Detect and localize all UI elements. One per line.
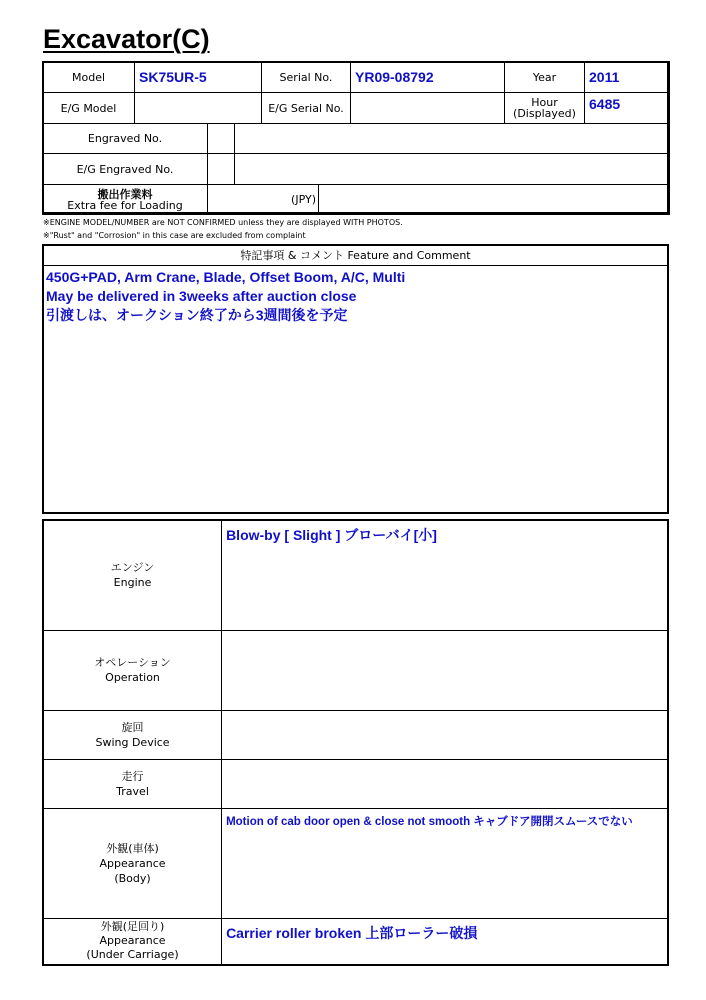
feature-comment-lines bbox=[44, 266, 667, 327]
appearance-under-label-en2: (Under Carriage) bbox=[86, 948, 179, 962]
model-label: Model bbox=[43, 62, 135, 93]
feature-comment-header: 特記事項 & コメント Feature and Comment bbox=[44, 246, 667, 266]
feature-line: 450G+PAD, Arm Crane, Blade, Offset Boom, A/C, Multi bbox=[46, 269, 406, 285]
hour-label-line1: Hour bbox=[531, 96, 558, 109]
hour-label-line2: (Displayed) bbox=[513, 107, 576, 120]
engraved-label: Engraved No. bbox=[43, 124, 208, 154]
eg-model-label: E/G Model bbox=[43, 93, 135, 124]
appearance-body-value: Motion of cab door open & close not smooth キャブドア開閉スムースでない bbox=[222, 808, 668, 918]
eg-model-value bbox=[135, 93, 262, 124]
hour-label bbox=[505, 93, 585, 124]
engine-label-en: Engine bbox=[113, 576, 152, 590]
extra-fee-label-jp: 搬出作業料 bbox=[97, 187, 153, 201]
appearance-under-label-jp: 外観(足回り) bbox=[100, 920, 165, 934]
extra-fee-currency: (JPY) bbox=[208, 185, 319, 215]
engine-note: ※ENGINE MODEL/NUMBER are NOT CONFIRMED unless they are displayed WITH PHOTOS. bbox=[43, 218, 403, 227]
extra-fee-label-en: Extra fee for Loading bbox=[67, 198, 183, 212]
appearance-body-label-jp: 外観(車体) bbox=[106, 841, 159, 855]
feature-line: 引渡しは、オークション終了から3週間後を予定 bbox=[46, 307, 348, 323]
appearance-under-value: Carrier roller broken 上部ローラー破損 bbox=[222, 918, 668, 965]
operation-label bbox=[43, 630, 222, 710]
swing-label-en: Swing Device bbox=[95, 735, 170, 749]
model-value: SK75UR-5 bbox=[135, 62, 262, 93]
engraved-box bbox=[208, 124, 235, 154]
swing-label bbox=[43, 710, 222, 759]
appearance-under-label-en: Appearance bbox=[99, 934, 166, 948]
eg-engraved-label: E/G Engraved No. bbox=[43, 154, 208, 185]
serial-label: Serial No. bbox=[262, 62, 351, 93]
extra-fee-value bbox=[319, 185, 670, 215]
appearance-under-label bbox=[43, 918, 222, 965]
eg-serial-label: E/G Serial No. bbox=[262, 93, 351, 124]
appearance-body-label-en: Appearance bbox=[99, 856, 166, 870]
serial-value: YR09-08792 bbox=[351, 62, 505, 93]
feature-line: May be delivered in 3weeks after auction close bbox=[46, 288, 357, 304]
eg-serial-value bbox=[351, 93, 505, 124]
engine-value: Blow-by [ Slight ] ブローバイ[小] bbox=[222, 520, 668, 630]
travel-label bbox=[43, 759, 222, 808]
operation-label-en: Operation bbox=[105, 671, 160, 684]
travel-value bbox=[222, 759, 668, 808]
travel-label-jp: 走行 bbox=[121, 769, 144, 783]
extra-fee-label bbox=[43, 185, 208, 215]
swing-label-jp: 旋回 bbox=[121, 720, 144, 734]
eg-engraved-value bbox=[235, 154, 670, 185]
appearance-body-label-en2: (Body) bbox=[114, 871, 151, 885]
engraved-table bbox=[42, 123, 670, 215]
operation-value bbox=[222, 630, 668, 710]
appearance-body-label bbox=[43, 808, 222, 918]
travel-label-en: Travel bbox=[116, 784, 149, 798]
engine-label-jp: エンジン bbox=[110, 561, 155, 575]
hour-value: 6485 bbox=[585, 93, 670, 124]
operation-label-jp: オペレーション bbox=[94, 656, 171, 669]
engine-label bbox=[43, 520, 222, 630]
eg-engraved-box bbox=[208, 154, 235, 185]
year-label: Year bbox=[505, 62, 585, 93]
feature-comment-box bbox=[42, 244, 669, 514]
page-title: Excavator(C) bbox=[43, 24, 210, 54]
condition-table bbox=[42, 519, 669, 966]
engraved-value bbox=[235, 124, 670, 154]
swing-value bbox=[222, 710, 668, 759]
machine-info-table bbox=[42, 61, 670, 124]
year-value: 2011 bbox=[585, 62, 670, 93]
rust-note: ※"Rust" and "Corrosion" in this case are excluded from complaint bbox=[43, 231, 306, 240]
